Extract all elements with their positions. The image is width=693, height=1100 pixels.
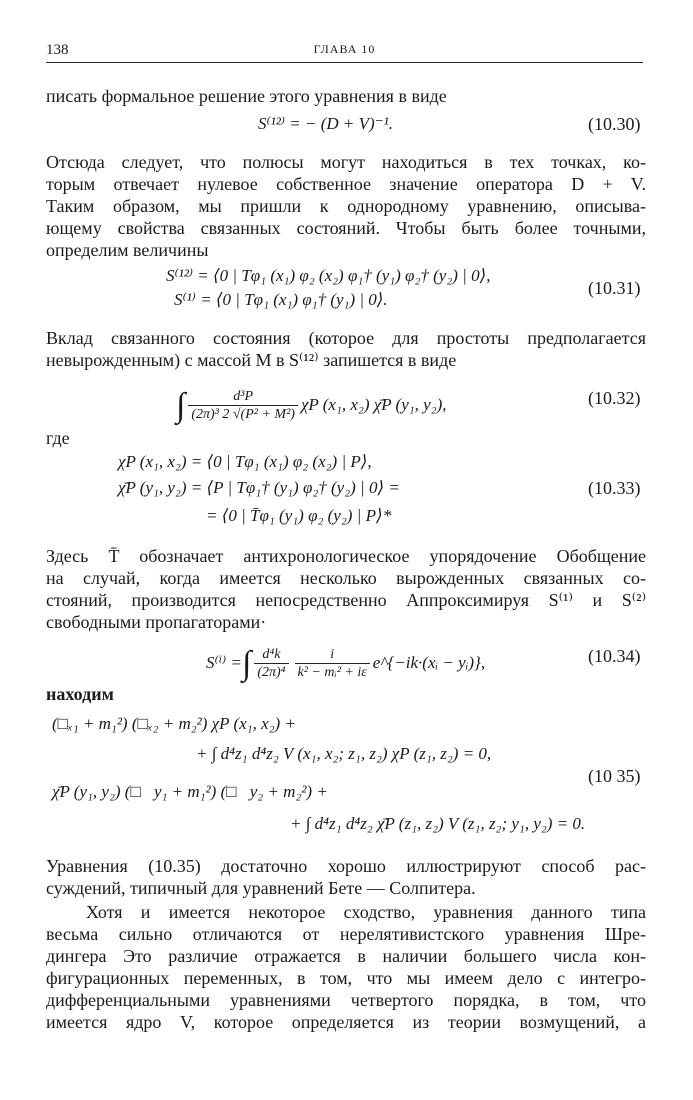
equation-number: (10.32) (588, 388, 641, 408)
page-number: 138 (46, 42, 69, 58)
equation-10-31a: S⁽¹²⁾ = ⟨0 | Tφ₁ (x₁) φ₂ (x₂) φ₁† (y₁) φ₂† (y₂) | 0⟩, (166, 266, 491, 285)
text-line: где (46, 428, 70, 448)
text-line: торым отвечает нулевое собственное значение оператора D + V. (46, 174, 646, 194)
text-line: определим величины (46, 240, 209, 260)
text-line: фигурационных переменных, в том, что мы имеем дело с интегро- (46, 968, 646, 988)
text-line: на случай, когда имеется несколько вырожденных связанных со- (46, 568, 646, 588)
equation-10-32 (176, 388, 447, 424)
equation-10-34 (206, 646, 485, 682)
equation-number: (10.31) (588, 278, 641, 298)
equation-rest: χP (x₁, x₂) χ̄P (y₁, y₂), (300, 394, 447, 414)
equation-number: (10 35) (588, 766, 641, 786)
equation-10-35a: (□ₓ₁ + m₁²) (□ₓ₂ + m₂²) χP (x₁, x₂) + (52, 714, 296, 733)
text-line: находим (46, 684, 114, 704)
text-line: Уравнения (10.35) достаточно хорошо иллюстрируют способ рас- (46, 856, 646, 876)
text-line: Таким образом, мы пришли к однородному уравнению, описыва- (46, 196, 646, 216)
text-line: писать формальное решение этого уравнения в виде (46, 86, 447, 106)
equation-10-33a: χP (x₁, x₂) = ⟨0 | Tφ₁ (x₁) φ₂ (x₂) | P⟩, (118, 452, 372, 471)
equation-10-35b: + ∫ d⁴z₁ d⁴z₂ V (x₁, x₂; z₁, z₂) χP (z₁, z₂) = 0, (196, 744, 492, 763)
equation-10-31b: S⁽¹⁾ = ⟨0 | Tφ₁ (x₁) φ₁† (y₁) | 0⟩. (174, 290, 388, 309)
fraction-numerator: i (295, 646, 370, 664)
integral-sign: ∫ (242, 645, 252, 682)
equation-10-35d: + ∫ d⁴z₁ d⁴z₂ χ̄P (z₁, z₂) V (z₁, z₂; y₁, y₂) = 0. (290, 814, 586, 833)
text-line: Здесь T̄ обозначает антихронологическое упорядочение Обобщение (46, 546, 646, 566)
exponent-factor: e^{−ik·(xᵢ − yᵢ)}, (372, 652, 486, 672)
text-line: ющему свойства связанных состояний. Чтобы быть более точными, (46, 218, 646, 238)
equation-lhs: S⁽ⁱ⁾ = (206, 652, 242, 672)
text-line: суждений, типичный для уравнений Бете — Солпитера. (46, 878, 476, 898)
equation-number: (10.34) (588, 646, 641, 666)
chapter-title: ГЛАВА 10 (313, 42, 376, 56)
running-head (46, 38, 643, 63)
fraction-numerator: d³P (188, 388, 298, 406)
fraction-denominator: k² − mᵢ² + iε (297, 665, 367, 680)
text-line: невырожденным) с массой M в S⁽¹²⁾ запишется в виде (46, 350, 457, 370)
text-line: Отсюда следует, что полюсы могут находиться в тех точках, ко- (46, 152, 646, 172)
text-line: весьма сильно отличаются от нерелятивистского уравнения Шре- (46, 924, 646, 944)
text-line: стояний, производится непосредственно Аппроксимируя S⁽¹⁾ и S⁽²⁾ (46, 590, 646, 610)
equation-10-33b: χ̄P (y₁, y₂) = ⟨P | Tφ₁† (y₁) φ₂† (y₂) | 0⟩ = (118, 478, 400, 497)
equation-number: (10.33) (588, 478, 641, 498)
text-line: дингера Это различие отражается в наличии большего числа кон- (46, 946, 646, 966)
equation-10-33c: = ⟨0 | T̄φ₁ (y₁) φ₂ (y₂) | P⟩* (206, 506, 392, 525)
text-line: свободными пропагаторами· (46, 612, 267, 632)
equation-number: (10.30) (588, 114, 641, 134)
fraction-denominator: (2π)⁴ (257, 665, 286, 680)
fraction-numerator: d⁴k (254, 646, 288, 664)
text-line: имеется ядро V, которое определяется из теории возмущений, а (46, 1012, 646, 1032)
text-line: Вклад связанного состояния (которое для простоты предполагается (46, 328, 646, 348)
equation-10-30: S⁽¹²⁾ = − (D + V)⁻¹. (258, 114, 394, 133)
equation-10-35c: χ̄P (y₁, y₂) (□⃖y₁ + m₁²) (□⃖y₂ + m₂²) + (52, 782, 328, 801)
integral-sign: ∫ (176, 387, 186, 424)
text-line: дифференциальными уравнениями четвертого порядка, в том, что (46, 990, 646, 1010)
fraction-denominator: (2π)³ 2 √(P² + M²) (191, 407, 295, 422)
text-line: Хотя и имеется некоторое сходство, уравнения данного типа (86, 902, 646, 922)
